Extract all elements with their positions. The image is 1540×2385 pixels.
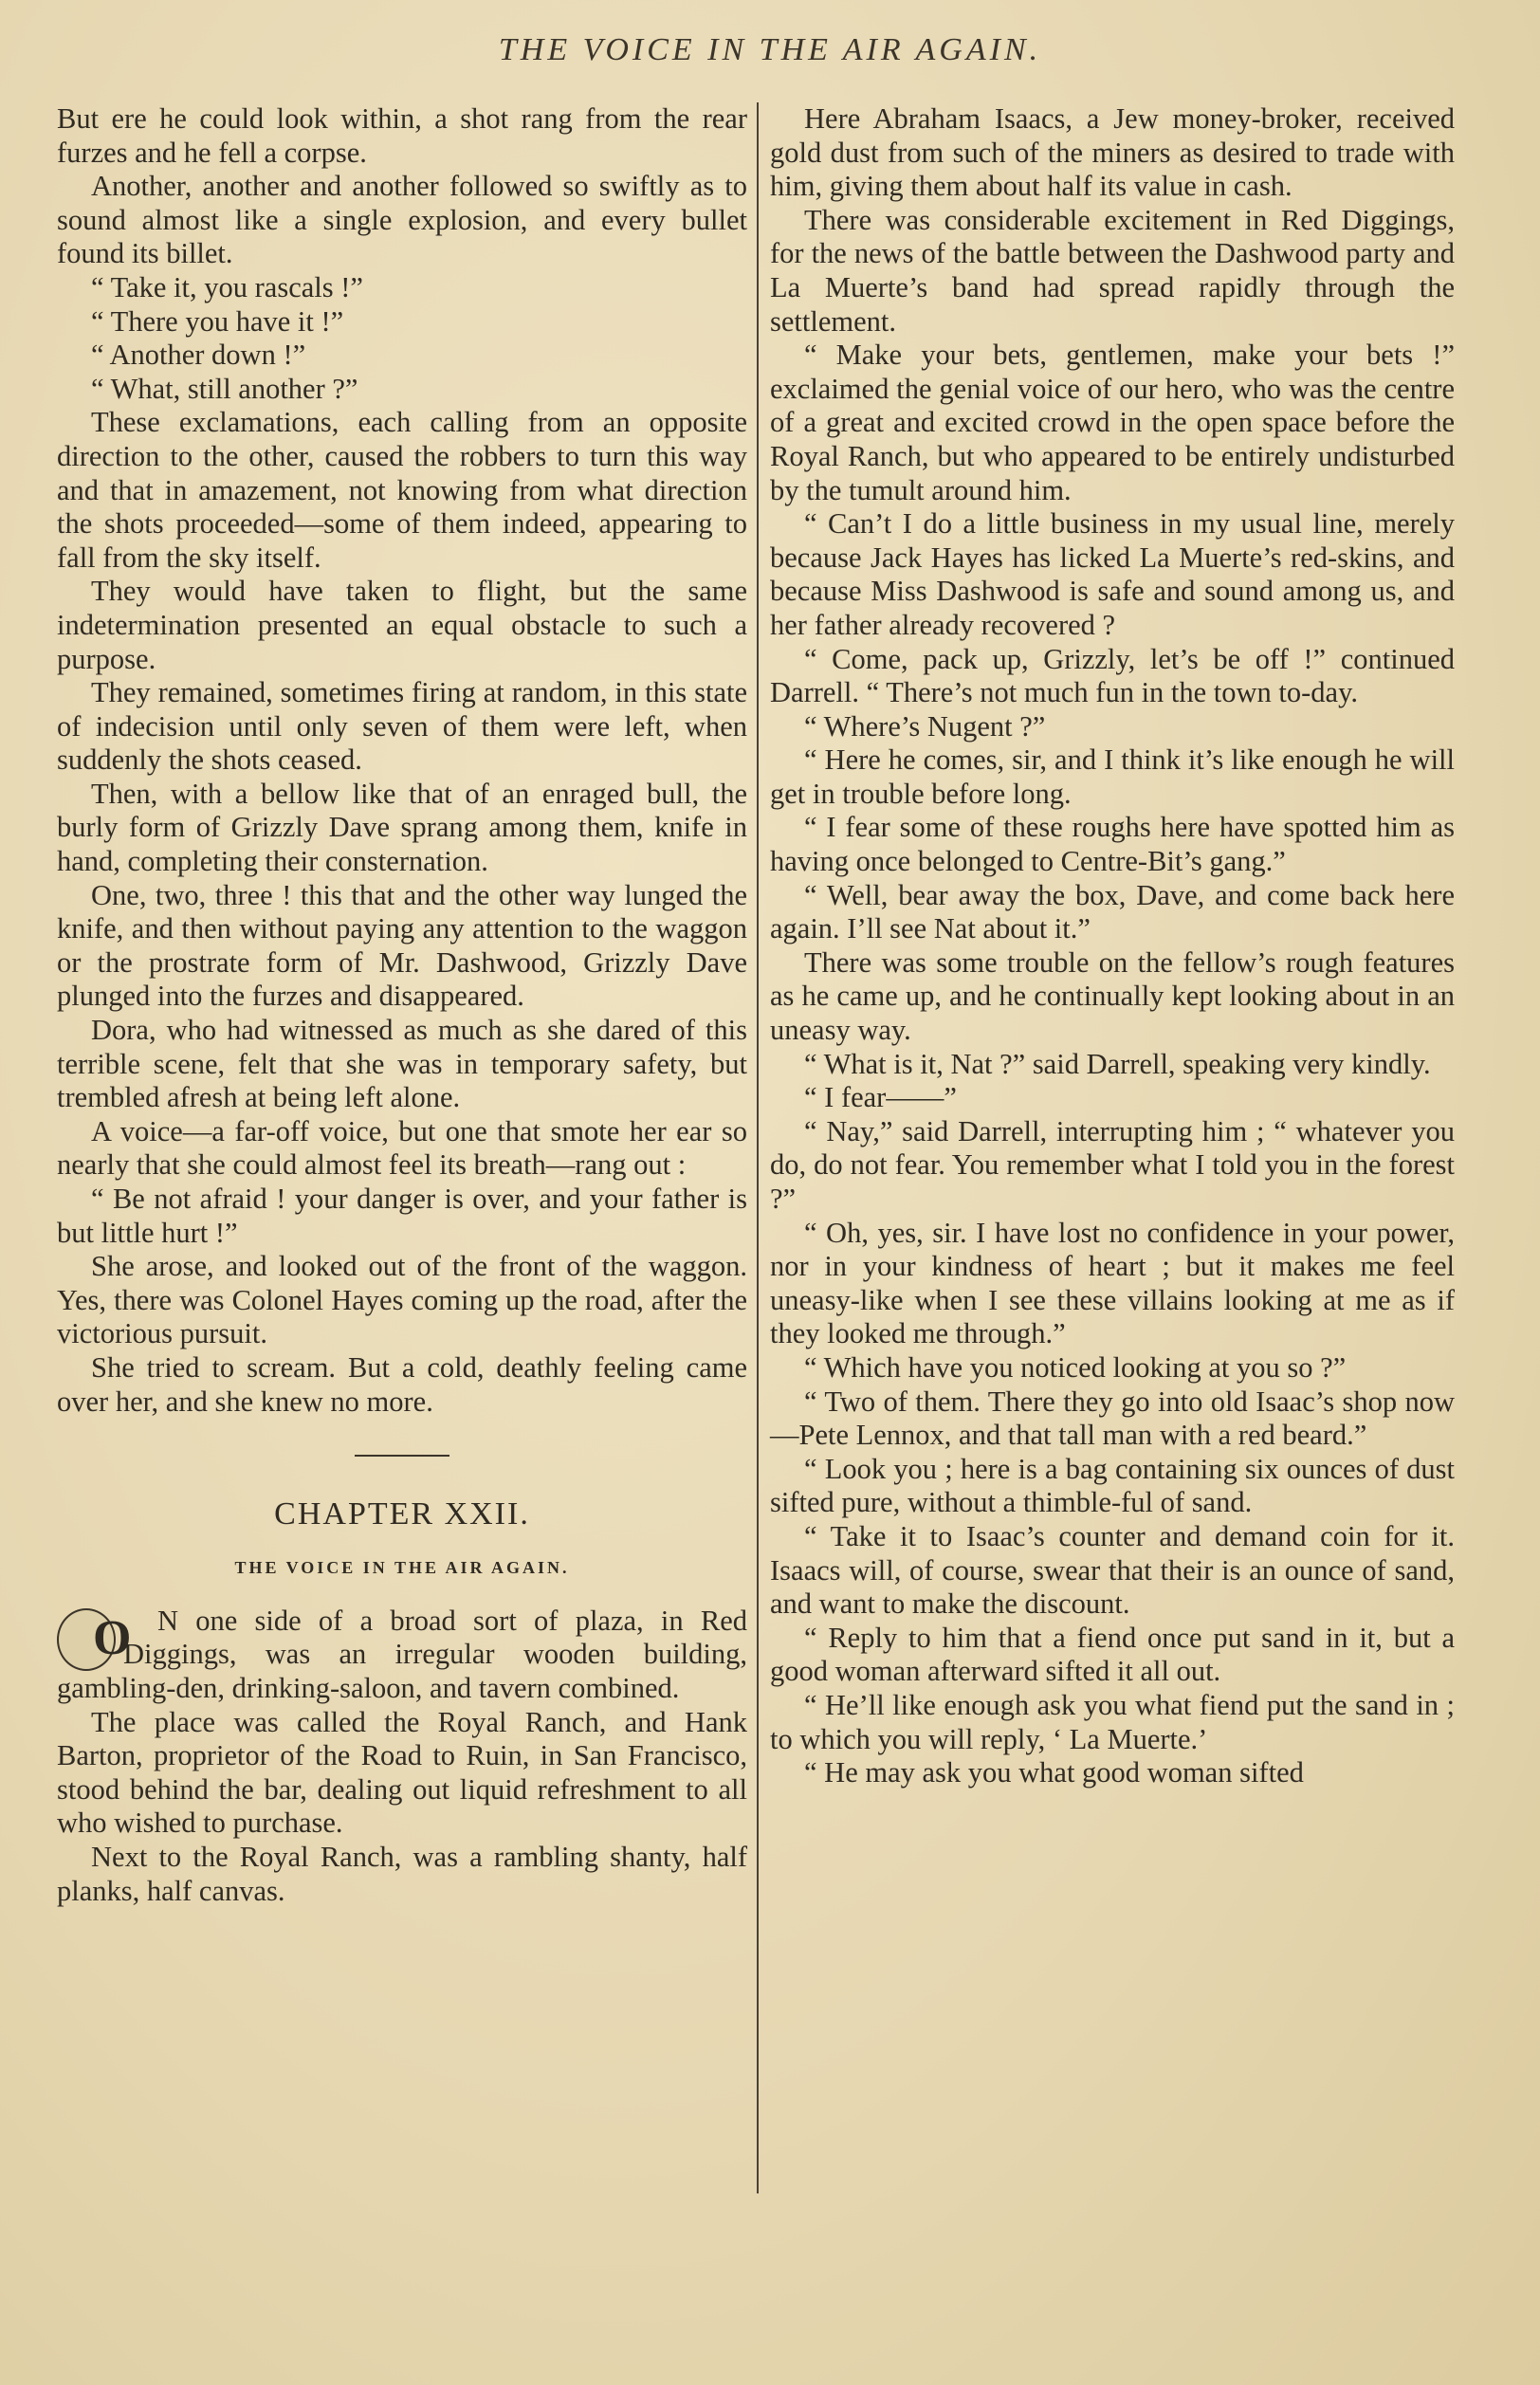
paragraph: “ Two of them. There they go into old Isaac’s shop now—Pete Lennox, and that tall man with a red beard.”: [770, 1385, 1455, 1452]
paragraph: But ere he could look within, a shot rang from the rear furzes and he fell a corpse.: [57, 102, 747, 169]
paragraph: Another, another and another followed so swiftly as to sound almost like a single explosion, and every bullet found its billet.: [57, 170, 747, 270]
chapter-title: CHAPTER XXII.: [274, 1496, 530, 1532]
paragraph: “ Take it, you rascals !”: [91, 270, 363, 303]
paragraph: “ What is it, Nat ?” said Darrell, speaking very kindly.: [804, 1047, 1431, 1080]
paragraph: “ Can’t I do a little business in my usual line, merely because Jack Hayes has licked La Muerte’s red-skins, and because Miss Dashwood is safe and sound among us, and her father already recovered ?: [770, 507, 1455, 641]
paragraph: One, two, three ! this that and the other way lunged the knife, and then without paying any attention to the waggon or the prostrate form of Mr. Dashwood, Grizzly Dave plunged into the furzes and disappeared.: [57, 878, 747, 1013]
paragraph: “ Here he comes, sir, and I think it’s like enough he will get in trouble before long.: [770, 743, 1455, 810]
paragraph: They would have taken to flight, but the same indetermination presented an equal obstacle to such a purpose.: [57, 575, 747, 675]
paragraph: She arose, and looked out of the front of the waggon. Yes, there was Colonel Hayes coming up the road, after the victorious pursuit.: [57, 1250, 747, 1350]
paragraph: Dora, who had witnessed as much as she dared of this terrible scene, felt that she was in temporary safety, but trembled afresh at being left alone.: [57, 1014, 747, 1114]
paragraph: They remained, sometimes firing at random, in this state of indecision until only seven of them were left, when suddenly the shots ceased.: [57, 676, 747, 777]
paragraph: “ What, still another ?”: [91, 372, 358, 405]
paragraph: Then, with a bellow like that of an enraged bull, the burly form of Grizzly Dave sprang among them, knife in hand, completing their consternation.: [57, 777, 747, 878]
paragraph: “ Where’s Nugent ?”: [804, 709, 1046, 743]
column-rule: [757, 102, 759, 2193]
chapter-opening-paragraph: [57, 1605, 747, 1706]
paragraph: “ He’ll like enough ask you what fiend put the sand in ; to which you will reply, ‘ La Muerte.’: [770, 1688, 1455, 1755]
paragraph: “ Come, pack up, Grizzly, let’s be off !” continued Darrell. “ There’s not much fun in the town to-day.: [770, 642, 1455, 709]
paragraph: “ Take it to Isaac’s counter and demand coin for it. Isaacs will, of course, swear that their is an ounce of sand, and want to make the discount.: [770, 1519, 1455, 1621]
paragraph: There was some trouble on the fellow’s rough features as he came up, and he continually kept looking about in an uneasy way.: [770, 945, 1455, 1047]
paragraph: Here Abraham Isaacs, a Jew money-broker, received gold dust from such of the miners as desired to trade with him, giving them about half its value in cash.: [770, 102, 1455, 203]
paragraph: A voice—a far-off voice, but one that smote her ear so nearly that she could almost feel its breath—rang out :: [57, 1114, 747, 1182]
paragraph: “ There you have it !”: [91, 304, 344, 338]
paragraph: “ Reply to him that a fiend once put sand in it, but a good woman afterward sifted it all out.: [770, 1621, 1455, 1688]
paragraph: She tried to scream. But a cold, deathly feeling came over her, and she knew no more.: [57, 1350, 747, 1418]
paragraph: “ Oh, yes, sir. I have lost no confidence in your power, nor in your kindness of heart ; but it makes me feel uneasy-like when I see these villains looking at me as if they looked me through.”: [770, 1216, 1455, 1350]
paragraph: “ Look you ; here is a bag containing six ounces of dust sifted pure, without a thimble-ful of sand.: [770, 1452, 1455, 1519]
paragraph: “ Be not afraid ! your danger is over, and your father is but little hurt !”: [57, 1183, 747, 1249]
paragraph: Next to the Royal Ranch, was a rambling shanty, half planks, half canvas.: [57, 1840, 747, 1907]
right-column: [770, 102, 1455, 1790]
paragraph: “ Nay,” said Darrell, interrupting him ; “ whatever you do, do not fear. You remember what I told you in the forest ?”: [770, 1114, 1455, 1215]
paragraph: “ Another down !”: [91, 339, 306, 372]
paragraph: There was considerable excitement in Red Diggings, for the news of the battle between the Dashwood party and La Muerte’s band had spread rapidly through the settlement.: [770, 203, 1455, 338]
paragraph: The place was called the Royal Ranch, and Hank Barton, proprietor of the Road to Ruin, in San Francisco, stood behind the bar, dealing out liquid refreshment to all who wished to purchase.: [57, 1705, 747, 1840]
paragraph: “ He may ask you what good woman sifted: [804, 1756, 1304, 1789]
dropcap-letter: O: [57, 1608, 116, 1671]
running-head: THE VOICE IN THE AIR AGAIN.: [498, 32, 1042, 67]
chapter-subtitle: THE VOICE IN THE AIR AGAIN.: [234, 1558, 570, 1578]
paragraph: “ Which have you noticed looking at you so ?”: [804, 1350, 1347, 1384]
paragraph: “ Make your bets, gentlemen, make your bets !” exclaimed the genial voice of our hero, who was the centre of a great and excited crowd in the open space before the Royal Ranch, but who appeared to be entirely undisturbed by the tumult around him.: [770, 339, 1455, 506]
opening-text: N one side of a broad sort of plaza, in Red Diggings, was an irregular wooden building, gambling-den, drinking-saloon, and tavern combined.: [57, 1604, 747, 1704]
paragraph: “ Well, bear away the box, Dave, and come back here again. I’ll see Nat about it.”: [770, 878, 1455, 945]
paragraph: “ I fear——”: [804, 1081, 957, 1114]
paragraph: “ I fear some of these roughs here have spotted him as having once belonged to Centre-Bit’s gang.”: [770, 811, 1455, 878]
section-divider: [355, 1455, 449, 1457]
left-column: [57, 102, 747, 1908]
paragraph: These exclamations, each calling from an opposite direction to the other, caused the robbers to turn this way and that in amazement, not knowing from what direction the shots proceeded—some of them indeed, appearing to fall from the sky itself.: [57, 406, 747, 574]
